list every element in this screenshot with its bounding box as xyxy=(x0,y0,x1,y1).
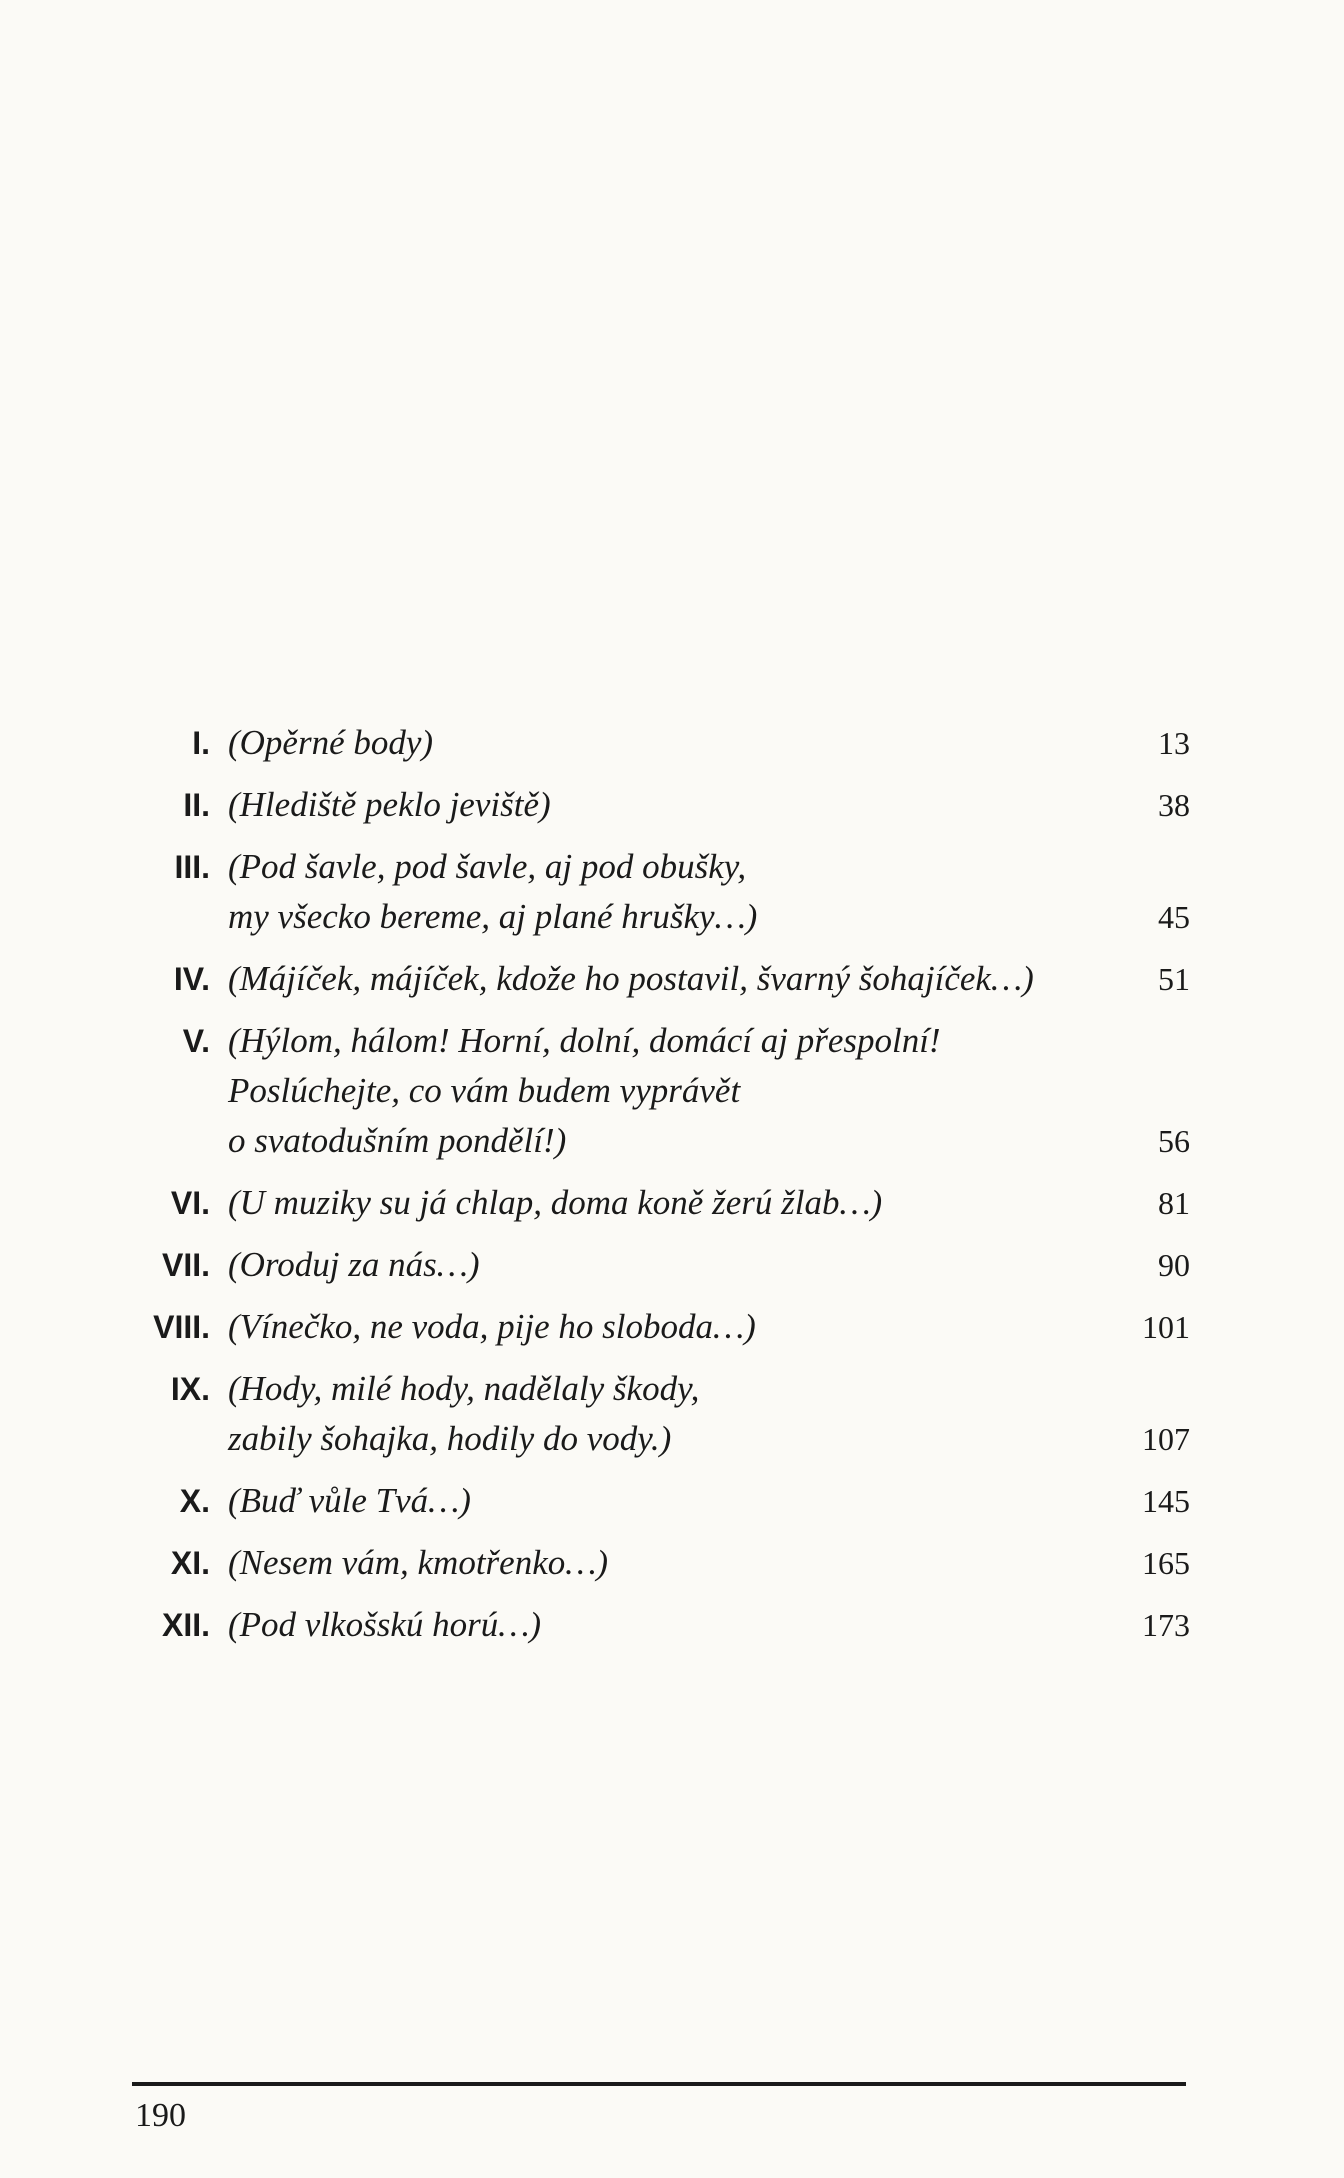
chapter-title-line: Poslúchejte, co vám budem vyprávět xyxy=(228,1071,741,1110)
chapter-title-line: o svatodušním pondělí!) xyxy=(228,1121,567,1160)
chapter-page-number: 173 xyxy=(1142,1607,1190,1643)
toc-entry xyxy=(120,1476,1190,1526)
chapter-page-number: 101 xyxy=(1142,1309,1190,1345)
chapter-numeral: XI. xyxy=(170,1545,210,1581)
chapter-title-line: (Buď vůle Tvá…) xyxy=(228,1481,471,1520)
chapter-title-line: (Pod vlkošskú horú…) xyxy=(228,1605,542,1644)
chapter-title xyxy=(228,1240,1100,1290)
chapter-numeral: III. xyxy=(174,849,210,885)
toc-entry xyxy=(120,1302,1190,1352)
toc-entry xyxy=(120,1240,1190,1290)
chapter-numeral: XII. xyxy=(161,1607,210,1643)
chapter-title xyxy=(228,1538,1100,1588)
chapter-numeral: II. xyxy=(183,787,210,823)
chapter-title-line: (Májíček, májíček, kdože ho postavil, švarný šohajíček…) xyxy=(228,959,1034,998)
toc-entry xyxy=(120,1178,1190,1228)
chapter-numeral: VIII. xyxy=(153,1309,210,1345)
table-of-contents xyxy=(120,718,1190,1662)
chapter-page-number: 45 xyxy=(1158,899,1190,935)
chapter-title xyxy=(228,1476,1100,1526)
chapter-title-line: (Hlediště peklo jeviště) xyxy=(228,785,551,824)
chapter-numeral: VII. xyxy=(161,1247,210,1283)
chapter-page-number: 56 xyxy=(1158,1123,1190,1159)
chapter-numeral: IV. xyxy=(173,961,210,997)
chapter-numeral: X. xyxy=(179,1483,210,1519)
chapter-title xyxy=(228,1178,1100,1228)
chapter-page-number: 90 xyxy=(1158,1247,1190,1283)
chapter-title-line: my všecko bereme, aj plané hrušky…) xyxy=(228,897,758,936)
page-number: 190 xyxy=(135,2097,186,2134)
chapter-numeral: IX. xyxy=(170,1371,210,1407)
toc-entry xyxy=(120,1364,1190,1464)
chapter-numeral: I. xyxy=(192,725,210,761)
chapter-page-number: 51 xyxy=(1158,961,1190,997)
toc-entry xyxy=(120,780,1190,830)
chapter-title xyxy=(228,1600,1100,1650)
toc-entry xyxy=(120,1016,1190,1166)
chapter-title xyxy=(228,1016,1100,1166)
toc-entry xyxy=(120,954,1190,1004)
chapter-page-number: 165 xyxy=(1142,1545,1190,1581)
toc-entry xyxy=(120,842,1190,942)
chapter-title-line: (Opěrné body) xyxy=(228,723,434,762)
toc-entry xyxy=(120,1600,1190,1650)
chapter-page-number: 13 xyxy=(1158,725,1190,761)
chapter-title-line: (Hýlom, hálom! Horní, dolní, domácí aj přespolní! xyxy=(228,1021,941,1060)
chapter-numeral: V. xyxy=(182,1023,210,1059)
chapter-title-line: (Vínečko, ne voda, pije ho sloboda…) xyxy=(228,1307,756,1346)
chapter-title xyxy=(228,1364,1100,1464)
chapter-title xyxy=(228,780,1100,830)
chapter-title xyxy=(228,718,1100,768)
chapter-page-number: 38 xyxy=(1158,787,1190,823)
toc-entry xyxy=(120,718,1190,768)
toc-entry xyxy=(120,1538,1190,1588)
chapter-title-line: (Pod šavle, pod šavle, aj pod obušky, xyxy=(228,847,747,886)
chapter-title-line: (U muziky su já chlap, doma koně žerú žlab…) xyxy=(228,1183,883,1222)
footer-rule xyxy=(132,2082,1186,2086)
chapter-title-line: (Hody, milé hody, nadělaly škody, xyxy=(228,1369,700,1408)
chapter-title xyxy=(228,1302,1100,1352)
chapter-page-number: 107 xyxy=(1142,1421,1190,1457)
chapter-title-line: (Nesem vám, kmotřenko…) xyxy=(228,1543,609,1582)
chapter-page-number: 145 xyxy=(1142,1483,1190,1519)
chapter-numeral: VI. xyxy=(170,1185,210,1221)
chapter-page-number: 81 xyxy=(1158,1185,1190,1221)
chapter-title-line: zabily šohajka, hodily do vody.) xyxy=(228,1419,672,1458)
chapter-title-line: (Oroduj za nás…) xyxy=(228,1245,480,1284)
chapter-title xyxy=(228,842,1100,942)
chapter-title xyxy=(228,954,1100,1004)
